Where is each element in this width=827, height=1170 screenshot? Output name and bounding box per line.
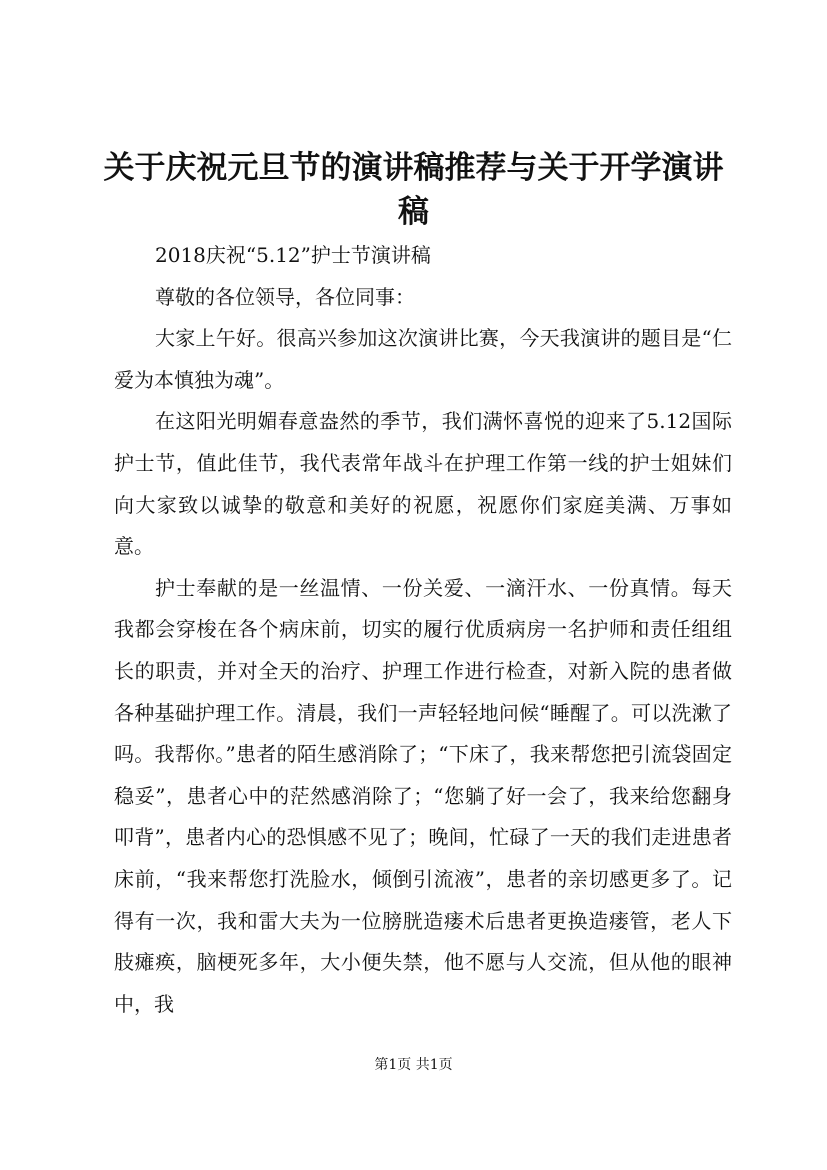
page-footer: 第1页 共1页	[374, 1057, 453, 1073]
document-body	[114, 235, 732, 1025]
document-title: 关于庆祝元旦节的演讲稿推荐与关于开学演讲稿	[103, 150, 724, 230]
paragraph-dedication: 护士奉献的是一丝温情、一份关爱、一滴汗水、一份真情。每天我都会穿梭在各个病床前，切实的履行优质病房一名护师和责任组组长的职责，并对全天的治疗、护理工作进行检查，对新入院的患者做各种基础护理工作。清晨，我们一声轻轻地问候“睡醒了。可以洗漱了吗。我帮你。”患者的陌生感消除了；“下床了，我来帮您把引流袋固定稳妥”，患者心中的茫然感消除了；“您躺了好一会了，我来给您翻身叩背”，患者内心的恐惧感不见了；晚间，忙碌了一天的我们走进患者床前，“我来帮您打洗脸水，倾倒引流液”，患者的亲切感更多了。记得有一次，我和雷大夫为一位膀胱造瘘术后患者更换造瘘管，老人下肢瘫痪，脑梗死多年，大小便失禁，他不愿与人交流，但从他的眼神中，我	[114, 575, 732, 1016]
paragraph-greeting: 大家上午好。很高兴参加这次演讲比赛，今天我演讲的题目是“仁爱为本慎独为魂”。	[114, 326, 732, 392]
paragraph-salutation: 尊敬的各位领导，各位同事：	[155, 284, 415, 309]
paragraph-subtitle: 2018庆祝“5.12”护士节演讲稿	[155, 243, 431, 267]
paragraph-festival: 在这阳光明媚春意盎然的季节，我们满怀喜悦的迎来了5.12国际护士节，值此佳节，我代表常年战斗在护理工作第一线的护士姐妹们向大家致以诚挚的敬意和美好的祝愿，祝愿你们家庭美满、万事如意。	[114, 409, 732, 559]
